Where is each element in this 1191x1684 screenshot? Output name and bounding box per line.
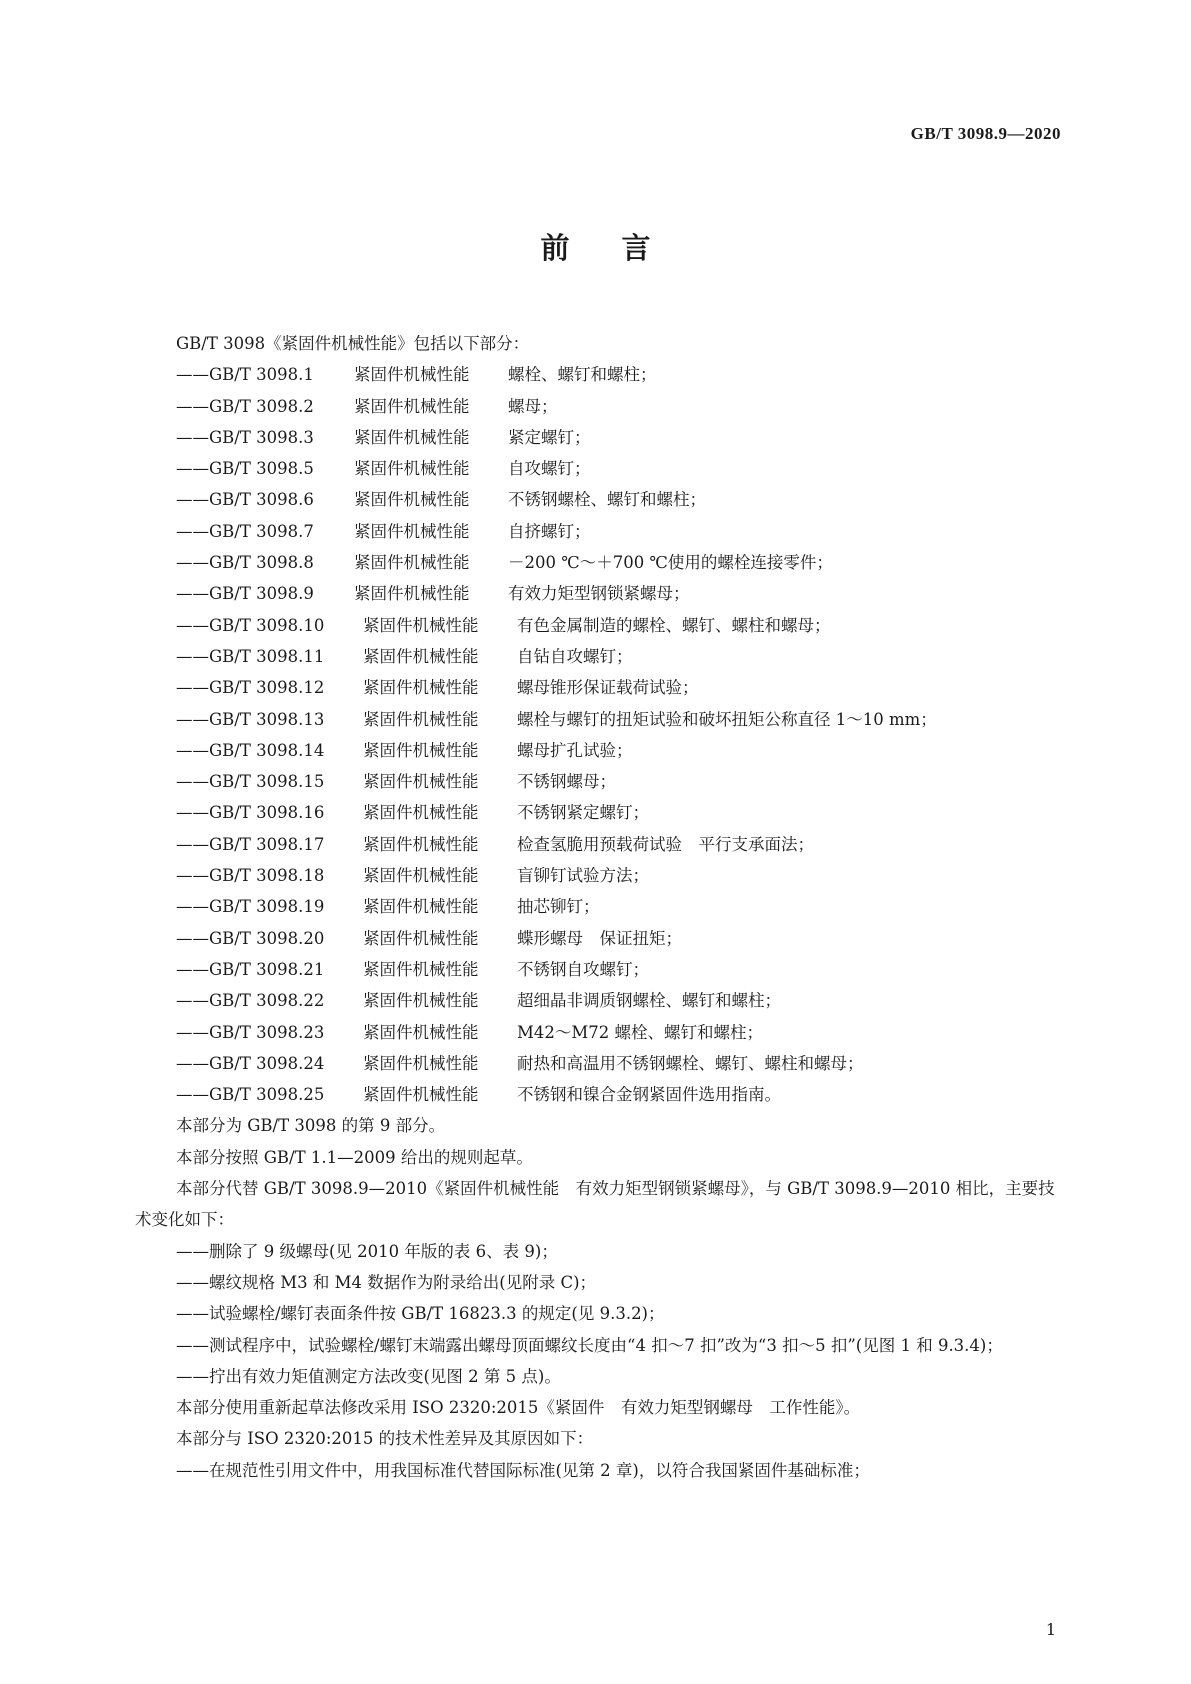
- part-subject: 抽芯铆钉；: [517, 897, 600, 917]
- part-name: 紧固件机械性能: [363, 834, 479, 854]
- part-subject: 自钻自攻螺钉；: [517, 646, 633, 666]
- part-name: 紧固件机械性能: [363, 646, 479, 666]
- part-list-item: [135, 766, 1065, 797]
- part-subject: 盲铆钉试验方法；: [517, 866, 649, 886]
- part-list-item: [135, 1017, 1065, 1048]
- dash-mark: ——: [176, 396, 209, 416]
- dash-mark: ——: [176, 1022, 209, 1042]
- part-subject: 自攻螺钉；: [508, 459, 591, 479]
- part-name: 紧固件机械性能: [363, 1085, 479, 1105]
- part-name: 紧固件机械性能: [363, 1022, 479, 1042]
- dash-mark: ——: [176, 521, 209, 541]
- drafting-rule-paragraph: 本部分按照 GB/T 1.1—2009 给出的规则起草。: [176, 1147, 533, 1167]
- part-subject: 螺栓、螺钉和螺柱；: [508, 365, 657, 385]
- change-list-item: ——试验螺栓/螺钉表面条件按 GB/T 16823.3 的规定(见 9.3.2)；: [176, 1304, 665, 1324]
- part-name: 紧固件机械性能: [363, 897, 479, 917]
- part-list-item: [135, 1079, 1065, 1110]
- dash-mark: ——: [176, 991, 209, 1011]
- part-code: GB/T 3098.21: [209, 959, 325, 979]
- part-name: 紧固件机械性能: [354, 521, 470, 541]
- part-list-item: [135, 422, 1065, 453]
- part-code: GB/T 3098.11: [209, 646, 325, 666]
- part-name: 紧固件机械性能: [363, 678, 479, 698]
- part-subject: 有效力矩型钢锁紧螺母；: [508, 584, 690, 604]
- dash-mark: ——: [176, 709, 209, 729]
- part-subject: 耐热和高温用不锈钢螺栓、螺钉、螺柱和螺母；: [517, 1053, 864, 1073]
- part-code: GB/T 3098.7: [209, 521, 314, 541]
- dash-mark: ——: [176, 678, 209, 698]
- part-subject: 螺母；: [508, 396, 558, 416]
- part-list-item: [135, 797, 1065, 828]
- part-subject: 不锈钢紧定螺钉；: [517, 803, 649, 823]
- part-subject: －200 ℃～＋700 ℃使用的螺栓连接零件；: [508, 553, 833, 573]
- part-code: GB/T 3098.18: [209, 866, 325, 886]
- part-list-item: [135, 610, 1065, 641]
- replaces-paragraph: 本部分代替 GB/T 3098.9—2010《紧固件机械性能 有效力矩型钢锁紧螺母》，与 GB/T 3098.9—2010 相比，主要技术变化如下：: [135, 1179, 1055, 1230]
- part-code: GB/T 3098.1: [209, 365, 314, 385]
- part-subject: 不锈钢和镍合金钢紧固件选用指南。: [517, 1085, 781, 1105]
- part-code: GB/T 3098.5: [209, 459, 314, 479]
- adoption-paragraph: 本部分使用重新起草法修改采用 ISO 2320:2015《紧固件 有效力矩型钢螺母 工作性能》。: [176, 1398, 861, 1418]
- part-name: 紧固件机械性能: [354, 365, 470, 385]
- part-subject: 螺母锥形保证载荷试验；: [517, 678, 699, 698]
- part-code: GB/T 3098.2: [209, 396, 314, 416]
- part-number-paragraph: 本部分为 GB/T 3098 的第 9 部分。: [176, 1116, 446, 1136]
- part-subject: 检查氢脆用预载荷试验 平行支承面法；: [517, 834, 814, 854]
- changes-list: [135, 1236, 1065, 1392]
- dash-mark: ——: [176, 553, 209, 573]
- part-list-item: [135, 484, 1065, 515]
- dash-mark: ——: [176, 584, 209, 604]
- part-list-item: [135, 954, 1065, 985]
- part-code: GB/T 3098.22: [209, 991, 325, 1011]
- part-code: GB/T 3098.10: [209, 615, 325, 635]
- part-name: 紧固件机械性能: [363, 928, 479, 948]
- part-name: 紧固件机械性能: [363, 740, 479, 760]
- dash-mark: ——: [176, 646, 209, 666]
- dash-mark: ——: [176, 834, 209, 854]
- change-list-item: ——删除了 9 级螺母(见 2010 年版的表 6、表 9)；: [176, 1241, 558, 1261]
- dash-mark: ——: [176, 803, 209, 823]
- part-code: GB/T 3098.24: [209, 1053, 325, 1073]
- part-list-item: [135, 516, 1065, 547]
- difference-list-item: ——在规范性引用文件中，用我国标准代替国际标准(见第 2 章)，以符合我国紧固件基础标准；: [176, 1460, 870, 1480]
- dash-mark: ——: [176, 897, 209, 917]
- part-list-item: [135, 391, 1065, 422]
- dash-mark: ——: [176, 427, 209, 447]
- dash-mark: ——: [176, 490, 209, 510]
- dash-mark: ——: [176, 772, 209, 792]
- part-name: 紧固件机械性能: [354, 459, 470, 479]
- part-subject: 不锈钢螺栓、螺钉和螺柱；: [508, 490, 706, 510]
- part-name: 紧固件机械性能: [354, 553, 470, 573]
- part-code: GB/T 3098.3: [209, 427, 314, 447]
- part-code: GB/T 3098.20: [209, 928, 325, 948]
- part-code: GB/T 3098.16: [209, 803, 325, 823]
- part-list-item: [135, 641, 1065, 672]
- differences-list: [135, 1455, 1065, 1486]
- part-name: 紧固件机械性能: [363, 991, 479, 1011]
- part-name: 紧固件机械性能: [363, 772, 479, 792]
- part-subject: 超细晶非调质钢螺栓、螺钉和螺柱；: [517, 991, 781, 1011]
- part-code: GB/T 3098.9: [209, 584, 314, 604]
- part-list-item: [135, 547, 1065, 578]
- part-code: GB/T 3098.12: [209, 678, 325, 698]
- part-subject: 螺栓与螺钉的扭矩试验和破坏扭矩公称直径 1～10 mm；: [517, 709, 937, 729]
- part-name: 紧固件机械性能: [354, 584, 470, 604]
- part-subject: 蝶形螺母 保证扭矩；: [517, 928, 682, 948]
- part-name: 紧固件机械性能: [363, 615, 479, 635]
- part-list-item: [135, 735, 1065, 766]
- part-name: 紧固件机械性能: [354, 490, 470, 510]
- part-list-item: [135, 829, 1065, 860]
- part-subject: 不锈钢螺母；: [517, 772, 616, 792]
- part-code: GB/T 3098.23: [209, 1022, 325, 1042]
- page-title: 前言: [540, 231, 703, 265]
- part-code: GB/T 3098.15: [209, 772, 325, 792]
- dash-mark: ——: [176, 615, 209, 635]
- part-name: 紧固件机械性能: [363, 866, 479, 886]
- part-list-item: [135, 860, 1065, 891]
- dash-mark: ——: [176, 928, 209, 948]
- part-code: GB/T 3098.19: [209, 897, 325, 917]
- part-subject: 有色金属制造的螺栓、螺钉、螺柱和螺母；: [517, 615, 831, 635]
- dash-mark: ——: [176, 459, 209, 479]
- part-code: GB/T 3098.25: [209, 1085, 325, 1105]
- part-list-item: [135, 359, 1065, 390]
- part-name: 紧固件机械性能: [363, 709, 479, 729]
- dash-mark: ——: [176, 1085, 209, 1105]
- part-subject: 螺母扩孔试验；: [517, 740, 633, 760]
- part-list-item: [135, 704, 1065, 735]
- part-code: GB/T 3098.17: [209, 834, 325, 854]
- part-name: 紧固件机械性能: [363, 959, 479, 979]
- dash-mark: ——: [176, 1053, 209, 1073]
- dash-mark: ——: [176, 740, 209, 760]
- part-name: 紧固件机械性能: [354, 396, 470, 416]
- part-code: GB/T 3098.13: [209, 709, 325, 729]
- part-name: 紧固件机械性能: [363, 1053, 479, 1073]
- standard-code: GB/T 3098.9—2020: [910, 124, 1061, 143]
- part-list-item: [135, 985, 1065, 1016]
- parts-list: [135, 359, 1065, 1110]
- part-subject: 紧定螺钉；: [508, 427, 591, 447]
- change-list-item: ——测试程序中，试验螺栓/螺钉末端露出螺母顶面螺纹长度由“4 扣～7 扣”改为“3 扣～5 扣”(见图 1 和 9.3.4)；: [176, 1335, 1003, 1355]
- part-subject: 自挤螺钉；: [508, 521, 591, 541]
- intro-paragraph: GB/T 3098《紧固件机械性能》包括以下部分：: [176, 334, 530, 353]
- document-body: [135, 328, 1065, 1486]
- part-name: 紧固件机械性能: [363, 803, 479, 823]
- part-list-item: [135, 672, 1065, 703]
- part-list-item: [135, 1048, 1065, 1079]
- part-code: GB/T 3098.14: [209, 740, 325, 760]
- dash-mark: ——: [176, 866, 209, 886]
- part-name: 紧固件机械性能: [354, 427, 470, 447]
- differences-intro-paragraph: 本部分与 ISO 2320:2015 的技术性差异及其原因如下：: [176, 1429, 594, 1449]
- part-list-item: [135, 923, 1065, 954]
- part-list-item: [135, 891, 1065, 922]
- part-list-item: [135, 453, 1065, 484]
- change-list-item: ——拧出有效力矩值测定方法改变(见图 2 第 5 点)。: [176, 1366, 561, 1386]
- part-subject: 不锈钢自攻螺钉；: [517, 959, 649, 979]
- change-list-item: ——螺纹规格 M3 和 M4 数据作为附录给出(见附录 C)；: [176, 1272, 597, 1292]
- dash-mark: ——: [176, 365, 209, 385]
- page-number: 1: [1045, 1620, 1056, 1639]
- dash-mark: ——: [176, 959, 209, 979]
- part-subject: M42～M72 螺栓、螺钉和螺柱；: [517, 1022, 764, 1042]
- part-code: GB/T 3098.6: [209, 490, 314, 510]
- part-code: GB/T 3098.8: [209, 553, 314, 573]
- part-list-item: [135, 578, 1065, 609]
